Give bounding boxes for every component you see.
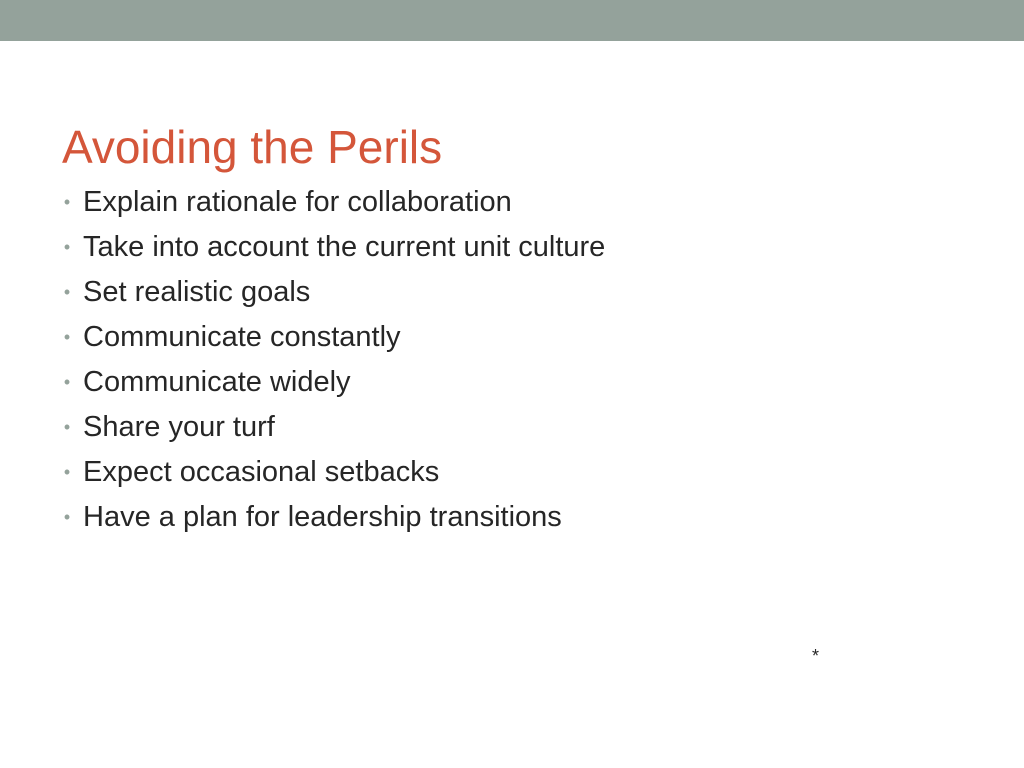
bullet-dot-icon: • — [63, 372, 71, 392]
bullet-text: Explain rationale for collaboration — [83, 186, 512, 218]
bullet-item — [60, 360, 605, 405]
bullet-text: Communicate constantly — [83, 321, 401, 353]
bullet-item — [60, 270, 605, 315]
bullet-item — [60, 180, 605, 225]
bullet-text: Expect occasional setbacks — [83, 456, 440, 488]
bullet-text: Take into account the current unit culture — [83, 231, 606, 263]
bullet-dot-icon: • — [63, 327, 71, 347]
bullet-item — [60, 495, 605, 540]
bullet-dot-icon: • — [63, 417, 71, 437]
bullet-dot-icon: • — [63, 462, 71, 482]
bullet-text: Have a plan for leadership transitions — [83, 501, 562, 533]
bullet-item — [60, 225, 605, 270]
bullet-text: Communicate widely — [83, 366, 351, 398]
bullet-dot-icon: • — [63, 192, 71, 212]
bullet-text: Share your turf — [83, 411, 275, 443]
top-accent-band — [0, 0, 1024, 41]
bullet-dot-icon: • — [63, 237, 71, 257]
footer-asterisk: * — [812, 646, 820, 666]
bullet-text: Set realistic goals — [83, 276, 311, 308]
bullet-list — [60, 180, 605, 540]
bullet-dot-icon: • — [63, 507, 71, 527]
bullet-item — [60, 405, 605, 450]
bullet-item — [60, 315, 605, 360]
slide-title: Avoiding the Perils — [62, 120, 443, 173]
bullet-item — [60, 450, 605, 495]
bullet-dot-icon: • — [63, 282, 71, 302]
